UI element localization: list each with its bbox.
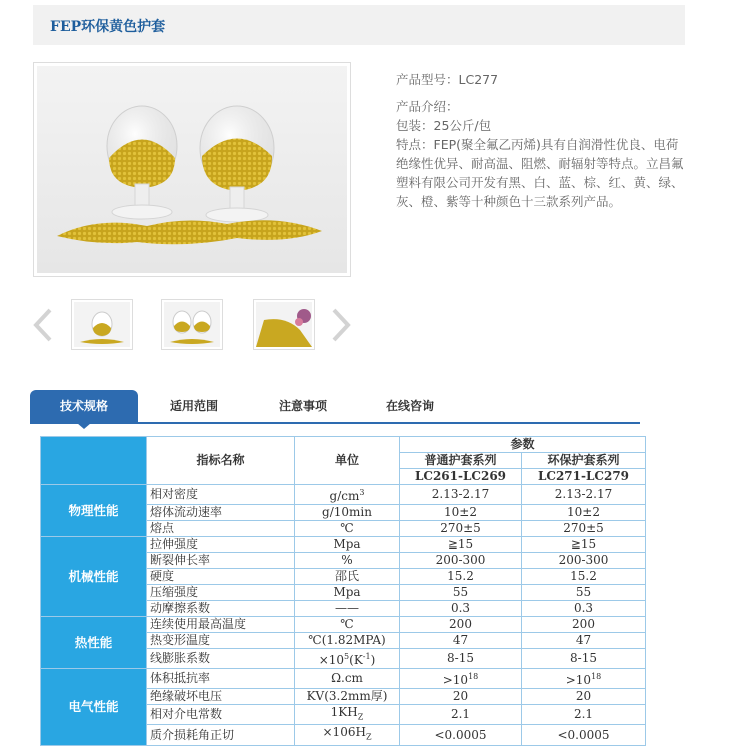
product-model: 产品型号：LC277: [396, 72, 499, 87]
thumbnail-strip: [30, 298, 360, 350]
main-product-image: [33, 62, 351, 277]
table-row: 线膨胀系数 $\times 10^5(K^{-1})$ 8-15 8-15: [41, 649, 646, 669]
tab-bar: [30, 390, 640, 424]
product-info: [396, 70, 686, 211]
table-corner: [41, 437, 147, 485]
table-row: 断裂伸长率 % 200-300 200-300: [41, 553, 646, 569]
table-row: 熔体流动速率 g/10min 10±2 10±2: [41, 505, 646, 521]
table-row: 动摩擦系数 —— 0.3 0.3: [41, 601, 646, 617]
header-name: 指标名称: [147, 437, 295, 485]
header-series2-code: LC271-LC279: [522, 469, 646, 485]
next-arrow-icon[interactable]: [330, 308, 352, 342]
tab-specs[interactable]: 技术规格: [30, 390, 138, 422]
tab-consult[interactable]: 在线咨询: [385, 399, 434, 413]
product-features: 特点：FEP(聚全氟乙丙烯)具有自润滑性优良、电荷绝缘性优异、耐高温、阻燃、耐辐射等特点。立昌氟塑料有限公司开发有黑、白、蓝、棕、红、黄、绿、灰、橙、紫等十种颜色十三款系列产品。: [396, 137, 684, 209]
table-row: 电气性能 体积抵抗率 Ω.cm $>10^{18}$ $>10^{18}$: [41, 669, 646, 689]
category-electrical: 电气性能: [41, 669, 147, 746]
header-series1: 普通护套系列: [400, 453, 522, 469]
header-unit: 单位: [295, 437, 400, 485]
product-title: FEP环保黄色护套: [50, 19, 166, 35]
table-row: 质介损耗角正切 $\times 106H_Z$ <0.0005 <0.0005: [41, 725, 646, 745]
category-physical: 物理性能: [41, 485, 147, 537]
prev-arrow-icon[interactable]: [32, 308, 54, 342]
category-mechanical: 机械性能: [41, 537, 147, 617]
table-row: 压缩强度 Mpa 55 55: [41, 585, 646, 601]
table-row: 热变形温度 ℃(1.82MPA) 47 47: [41, 633, 646, 649]
thumbnail-1[interactable]: [71, 299, 133, 350]
table-row: 机械性能 拉伸强度 Mpa ≧15 ≧15: [41, 537, 646, 553]
tab-notes[interactable]: 注意事项: [278, 399, 327, 413]
tab-pointer: [77, 423, 91, 429]
table-row: 熔点 ℃ 270±5 270±5: [41, 521, 646, 537]
thumbnail-2[interactable]: [161, 299, 223, 350]
product-package: 包装：25公斤/包: [396, 118, 492, 133]
category-thermal: 热性能: [41, 617, 147, 669]
table-row: 绝缘破坏电压 KV(3.2mm厚) 20 20: [41, 689, 646, 705]
header-series2: 环保护套系列: [522, 453, 646, 469]
spec-table: [40, 436, 646, 746]
product-intro-label: 产品介绍：: [396, 99, 459, 114]
tab-applications[interactable]: 适用范围: [169, 399, 218, 413]
table-row: 硬度 邵氏 15.2 15.2: [41, 569, 646, 585]
header-series1-code: LC261-LC269: [400, 469, 522, 485]
table-row: 热性能 连续使用最高温度 ℃ 200 200: [41, 617, 646, 633]
table-row: 物理性能 相对密度 $g/cm^3$ 2.13-2.17 2.13-2.17: [41, 485, 646, 505]
title-bar: [33, 5, 685, 45]
table-row: 相对介电常数 $1KH_Z$ 2.1 2.1: [41, 705, 646, 725]
thumbnail-3[interactable]: [253, 299, 315, 350]
header-params: 参数: [400, 437, 646, 453]
